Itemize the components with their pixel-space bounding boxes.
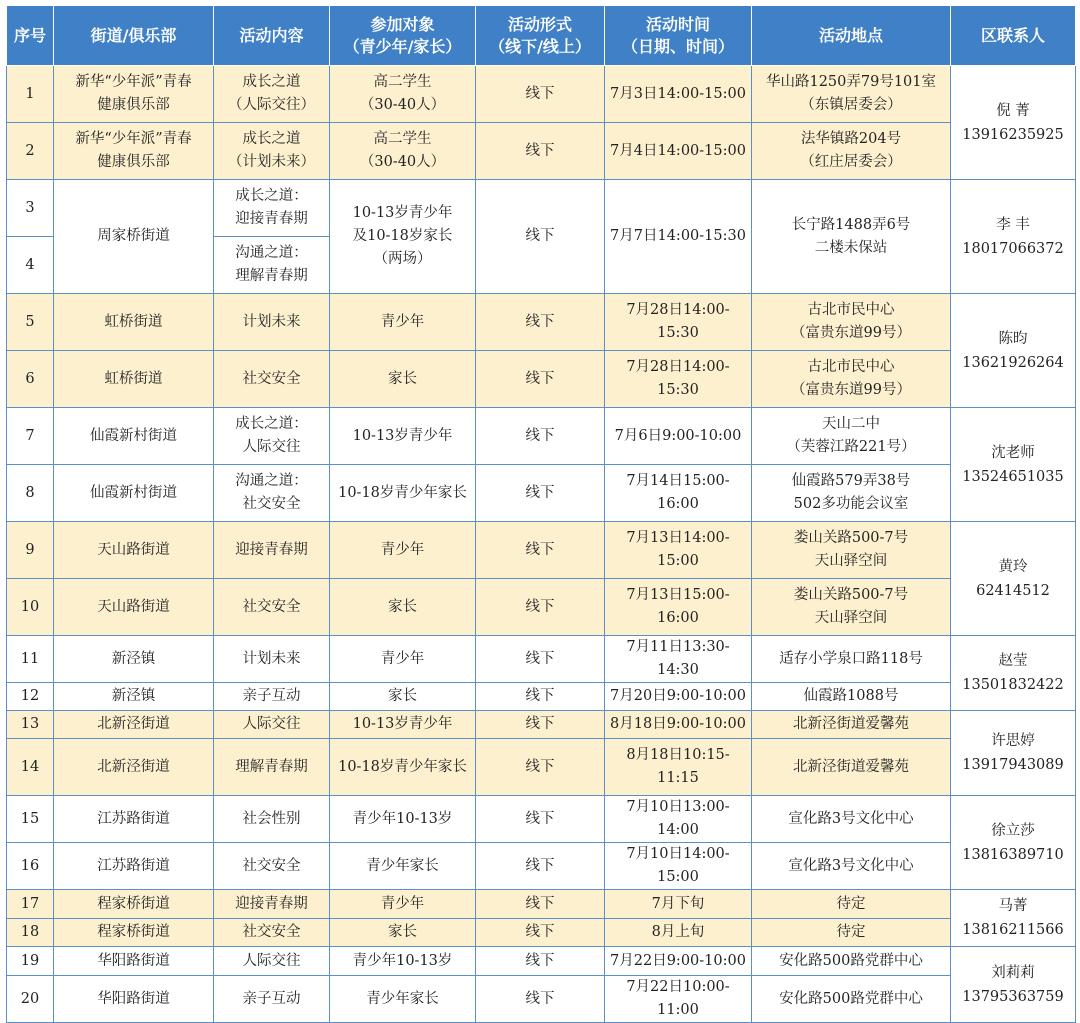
time-cell: 7月10日13:00-14:00 [605,796,752,843]
table-row [7,579,1076,636]
org-cell: 华阳路街道 [54,976,214,1023]
target-cell: 高二学生 （30-40人） [330,66,476,123]
content-cell: 人际交往 [214,711,330,739]
form-cell: 线下 [476,465,605,522]
org-cell: 北新泾街道 [54,739,214,796]
org-cell: 新泾镇 [54,636,214,683]
target-cell: 10-13岁青少年 [330,711,476,739]
table-row [7,947,1076,976]
table-row [7,180,1076,237]
content-cell: 理解青春期 [214,739,330,796]
content-cell: 社会性别 [214,796,330,843]
org-cell: 仙霞新村街道 [54,465,214,522]
row-number: 5 [7,294,54,351]
target-cell: 青少年 [330,890,476,919]
form-cell: 线下 [476,796,605,843]
org-cell: 周家桥街道 [54,180,214,294]
place-cell: 待定 [752,919,951,947]
time-cell: 7月7日14:00-15:30 [605,180,752,294]
org-cell: 新华“少年派”青春 健康俱乐部 [54,66,214,123]
time-cell: 7月4日14:00-15:00 [605,123,752,180]
time-cell: 7月11日13:30-14:30 [605,636,752,683]
table-row [7,636,1076,683]
time-cell: 7月28日14:00-15:30 [605,351,752,408]
place-cell: 宣化路3号文化中心 [752,796,951,843]
content-cell: 社交安全 [214,351,330,408]
place-cell: 法华镇路204号 （红庄居委会） [752,123,951,180]
table-row [7,465,1076,522]
form-cell: 线下 [476,976,605,1023]
place-cell: 安化路500路党群中心 [752,976,951,1023]
place-cell: 安化路500路党群中心 [752,947,951,976]
table-row [7,711,1076,739]
table-row [7,976,1076,1023]
row-number: 12 [7,683,54,711]
activity-schedule [6,5,1076,1023]
org-cell: 江苏路街道 [54,796,214,843]
time-cell: 7月下旬 [605,890,752,919]
form-cell: 线下 [476,890,605,919]
content-cell: 亲子互动 [214,976,330,1023]
org-cell: 天山路街道 [54,579,214,636]
org-cell: 程家桥街道 [54,919,214,947]
place-cell: 北新泾街道爱馨苑 [752,739,951,796]
contact-cell: 许思婷 13917943089 [951,711,1076,796]
header-form: 活动形式 （线下/线上） [476,6,605,66]
time-cell: 7月22日9:00-10:00 [605,947,752,976]
content-cell: 亲子互动 [214,683,330,711]
content-cell: 社交安全 [214,579,330,636]
row-number: 6 [7,351,54,408]
target-cell: 家长 [330,683,476,711]
place-cell: 仙霞路579弄38号 502多功能会议室 [752,465,951,522]
time-cell: 7月6日9:00-10:00 [605,408,752,465]
table-row [7,683,1076,711]
content-cell: 迎接青春期 [214,890,330,919]
header-contact: 区联系人 [951,6,1076,66]
time-cell: 8月18日9:00-10:00 [605,711,752,739]
header-time: 活动时间 （日期、时间） [605,6,752,66]
row-number: 7 [7,408,54,465]
table-row [7,739,1076,796]
target-cell: 青少年10-13岁 [330,796,476,843]
row-number: 8 [7,465,54,522]
org-cell: 江苏路街道 [54,843,214,890]
header-no: 序号 [7,6,54,66]
place-cell: 适存小学泉口路118号 [752,636,951,683]
header-org: 街道/俱乐部 [54,6,214,66]
form-cell: 线下 [476,919,605,947]
target-cell: 10-13岁青少年 [330,408,476,465]
target-cell: 青少年家长 [330,976,476,1023]
content-cell: 人际交往 [214,947,330,976]
content-cell: 沟通之道： 理解青春期 [214,237,330,294]
target-cell: 10-18岁青少年家长 [330,739,476,796]
row-number: 11 [7,636,54,683]
place-cell: 北新泾街道爱馨苑 [752,711,951,739]
row-number: 18 [7,919,54,947]
time-cell: 7月14日15:00-16:00 [605,465,752,522]
contact-cell: 李 丰 18017066372 [951,180,1076,294]
form-cell: 线下 [476,947,605,976]
contact-cell: 沈老师 13524651035 [951,408,1076,522]
time-cell: 7月10日14:00-15:00 [605,843,752,890]
form-cell: 线下 [476,843,605,890]
form-cell: 线下 [476,408,605,465]
content-cell: 成长之道： 人际交往 [214,408,330,465]
time-cell: 7月13日15:00-16:00 [605,579,752,636]
place-cell: 古北市民中心 （富贵东道99号） [752,294,951,351]
target-cell: 高二学生 （30-40人） [330,123,476,180]
time-cell: 7月3日14:00-15:00 [605,66,752,123]
row-number: 17 [7,890,54,919]
row-number: 16 [7,843,54,890]
table-row [7,522,1076,579]
row-number: 2 [7,123,54,180]
target-cell: 青少年 [330,636,476,683]
org-cell: 华阳路街道 [54,947,214,976]
place-cell: 长宁路1488弄6号 二楼未保站 [752,180,951,294]
place-cell: 华山路1250弄79号101室 （东镇居委会） [752,66,951,123]
row-number: 14 [7,739,54,796]
form-cell: 线下 [476,579,605,636]
contact-cell: 徐立莎 13816389710 [951,796,1076,890]
time-cell: 7月22日10:00-11:00 [605,976,752,1023]
content-cell: 成长之道 （人际交往） [214,66,330,123]
row-number: 19 [7,947,54,976]
org-cell: 新泾镇 [54,683,214,711]
table-row [7,408,1076,465]
org-cell: 北新泾街道 [54,711,214,739]
time-cell: 8月上旬 [605,919,752,947]
time-cell: 7月20日9:00-10:00 [605,683,752,711]
row-number: 3 [7,180,54,237]
content-cell: 成长之道 （计划未来） [214,123,330,180]
place-cell: 待定 [752,890,951,919]
org-cell: 虹桥街道 [54,351,214,408]
table-row [7,294,1076,351]
form-cell: 线下 [476,123,605,180]
table-row [7,351,1076,408]
content-cell: 沟通之道： 社交安全 [214,465,330,522]
target-cell: 10-18岁青少年家长 [330,465,476,522]
table-row [7,123,1076,180]
content-cell: 计划未来 [214,636,330,683]
form-cell: 线下 [476,180,605,294]
contact-cell: 马菁 13816211566 [951,890,1076,947]
contact-cell: 刘莉莉 13795363759 [951,947,1076,1023]
target-cell: 家长 [330,579,476,636]
target-cell: 家长 [330,919,476,947]
header-content: 活动内容 [214,6,330,66]
table-row [7,843,1076,890]
form-cell: 线下 [476,739,605,796]
place-cell: 仙霞路1088号 [752,683,951,711]
contact-cell: 倪 菁 13916235925 [951,66,1076,180]
time-cell: 7月13日14:00-15:00 [605,522,752,579]
contact-cell: 黄玲 62414512 [951,522,1076,636]
target-cell: 青少年家长 [330,843,476,890]
header-target: 参加对象 （青少年/家长） [330,6,476,66]
content-cell: 社交安全 [214,919,330,947]
row-number: 15 [7,796,54,843]
form-cell: 线下 [476,66,605,123]
row-number: 20 [7,976,54,1023]
form-cell: 线下 [476,351,605,408]
place-cell: 娄山关路500-7号 天山驿空间 [752,579,951,636]
place-cell: 古北市民中心 （富贵东道99号） [752,351,951,408]
org-cell: 程家桥街道 [54,890,214,919]
target-cell: 家长 [330,351,476,408]
table-row [7,66,1076,123]
table-row [7,890,1076,919]
row-number: 13 [7,711,54,739]
content-cell: 计划未来 [214,294,330,351]
target-cell: 青少年 [330,294,476,351]
form-cell: 线下 [476,711,605,739]
org-cell: 仙霞新村街道 [54,408,214,465]
content-cell: 社交安全 [214,843,330,890]
target-cell: 青少年10-13岁 [330,947,476,976]
row-number: 1 [7,66,54,123]
activity-table [6,5,1076,1023]
org-cell: 新华“少年派”青春 健康俱乐部 [54,123,214,180]
contact-cell: 陈昀 13621926264 [951,294,1076,408]
form-cell: 线下 [476,294,605,351]
org-cell: 虹桥街道 [54,294,214,351]
table-row [7,796,1076,843]
place-cell: 天山二中 （芙蓉江路221号） [752,408,951,465]
org-cell: 天山路街道 [54,522,214,579]
row-number: 10 [7,579,54,636]
row-number: 9 [7,522,54,579]
form-cell: 线下 [476,636,605,683]
target-cell: 青少年 [330,522,476,579]
time-cell: 7月28日14:00-15:30 [605,294,752,351]
contact-cell: 赵莹 13501832422 [951,636,1076,711]
content-cell: 迎接青春期 [214,522,330,579]
header-place: 活动地点 [752,6,951,66]
time-cell: 8月18日10:15-11:15 [605,739,752,796]
content-cell: 成长之道： 迎接青春期 [214,180,330,237]
table-row [7,919,1076,947]
target-cell: 10-13岁青少年 及10-18岁家长 （两场） [330,180,476,294]
place-cell: 宣化路3号文化中心 [752,843,951,890]
form-cell: 线下 [476,683,605,711]
form-cell: 线下 [476,522,605,579]
header-row [7,6,1076,66]
place-cell: 娄山关路500-7号 天山驿空间 [752,522,951,579]
row-number: 4 [7,237,54,294]
